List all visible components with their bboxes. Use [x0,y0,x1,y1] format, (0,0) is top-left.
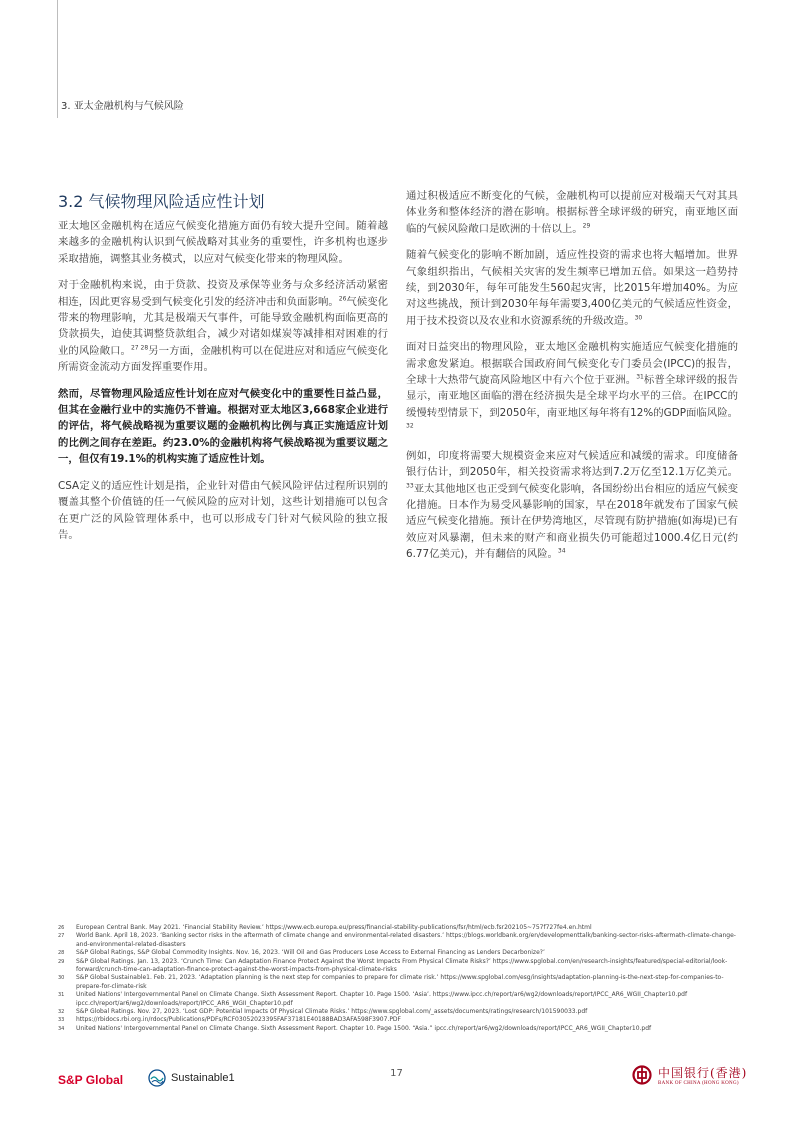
footnote-number: 33 [58,1017,65,1024]
footnote-item [58,1016,744,1024]
right-paragraph-2 [406,247,738,329]
bank-of-china-english-name: BANK OF CHINA (HONG KONG) [658,1081,739,1086]
page-number: 17 [390,1068,403,1079]
footnote-item [58,974,744,991]
footnote-number: 31 [58,992,65,999]
right-paragraph-1-text: 通过积极适应不断变化的气候，金融机构可以提前应对极端天气对其具体业务和整体经济的潜在影响。根据标普全球评级的研究，南亚地区面临的气候风险敞口是欧洲的十倍以上。 [406,190,738,235]
left-paragraph-3-bold: 然而，尽管物理风险适应性计划在应对气候变化中的重要性日益凸显，但其在金融行业中的实施仍不普遍。根据对亚太地区3,668家企业进行的评估，将气候战略视为重要议题的金融机构比例与真正实施适应计划的比例之间存在差距。约23.0%的金融机构将气候战略视为重要议题之一，但仅有19.1%的机构实施了适应性计划。 [58,387,388,466]
footnote-number: 27 [58,933,65,940]
footnote-text[interactable]: European Central Bank. May 2021. ‘Financial Stability Review.’ https://www.ecb.europa.eu/press/financial-stability-publications/fsr/html/ecb.fsr202105~757f727fe4.en.html [76,924,592,931]
footnote-number: 34 [58,1025,65,1032]
footnote-ref-32[interactable]: 32 [406,422,414,430]
left-paragraph-2-part-a: 对于金融机构来说，由于贷款、投资及承保等业务与众多经济活动紧密相连，因此更容易受到气候变化引发的经济冲击和负面影响。 [58,279,388,308]
left-paragraph-2-part-b: 气候变化带来的物理影响，尤其是极端天气事件，可能导致金融机构面临更高的贷款损失，迫使其调整贷款组合，减少对诸如煤炭等减排相对困难的行业的风险敞口。 [58,295,389,357]
right-paragraph-3-part-b: 标普全球评级的报告显示，南亚地区面临的潜在经济损失是全球平均水平的三倍。在IPCC的缓慢转型情景下，到2050年，南亚地区每年将有12%的GDP面临风险。 [406,374,739,419]
footnote-number: 30 [58,975,65,982]
footnote-ref-29[interactable]: 29 [582,222,591,230]
bank-of-china-chinese-name: 中国银行(香港) [658,1066,748,1080]
footnote-item [58,932,744,949]
right-paragraph-4-part-b: 亚太其他地区也正受到气候变化影响，各国纷纷出台相应的适应气候变化措施。日本作为易受风暴影响的国家，早在2018年就发布了国家气候适应气候变化措施。预计在伊势湾地区，尽管现有防护措施(如海堤)已有效应对风暴潮，但未来的财产和商业损失仍可能超过1000.4亿日元(约6.77亿美元)，并有翻倍的风险。 [406,482,738,561]
left-paragraph-2-part-c: 另一方面，金融机构可以在促进应对和适应气候变化所需资金流动方面发挥重要作用。 [58,344,388,374]
footnote-text[interactable]: United Nations' Intergovernmental Panel on Climate Change. Sixth Assessment Report. Chapter 10. Page 1500. ‘Asia’. https://www.ipcc.ch/report/ar6/wg2/downloads/report/IPCC_AR6_WGII_Chapter10.pdf ipcc.ch/report/ar6/wg2/downloads/report/IPCC_AR6_WGII_Chapter10.pdf [76,991,688,1007]
footnote-number: 28 [58,950,65,957]
footnote-text[interactable]: https://rbidocs.rbi.org.in/rdocs/Publications/PDFs/RCF03052023395FAF37181E40188BAD3AFA598F3907.PDF [76,1016,402,1024]
footnote-item [58,924,744,932]
sustainable1-label: Sustainable1 [171,1072,235,1084]
footnote-ref-33[interactable]: 33 [406,482,414,490]
footnote-ref-26[interactable]: 26 [338,295,347,303]
footnote-text[interactable]: United Nations' Intergovernmental Panel on Climate Change. Sixth Assessment Report. Chapter 10. Page 1500. “Asia.” ipcc.ch/report/ar6/wg2/downloads/report/IPCC_AR6_WGII_Chapter10.pdf [76,1024,652,1032]
right-column [406,188,738,573]
right-paragraph-4 [406,448,738,563]
footnote-ref-30[interactable]: 30 [634,314,643,322]
footnote-number: 29 [58,958,65,965]
footnotes [58,924,744,1033]
footnote-ref-31[interactable]: 31 [636,373,644,381]
footnote-text[interactable]: S&P Global Ratings, S&P Global Commodity Insights. Nov. 16, 2023. ‘Will Oil and Gas Producers Lose Access to External Financing as Lenders Decarbonize?’ [76,949,545,957]
footnote-item [58,1025,744,1033]
right-paragraph-3 [406,339,738,437]
footnote-item [58,958,744,975]
right-paragraph-4-part-a: 例如，印度将需要大规模资金来应对气候适应和减缓的需求。印度储备银行估计，到2050年，相关投资需求将达到7.2万亿至12.1万亿美元。 [406,449,738,479]
bank-of-china-text [658,1064,747,1086]
footnote-item [58,949,744,957]
right-paragraph-1 [406,188,738,237]
right-paragraph-3-part-a: 面对日益突出的物理风险，亚太地区金融机构实施适应气候变化措施的需求愈发紧迫。根据联合国政府间气候变化专门委员会(IPCC)的报告，全球十大热带气旋高风险地区中有六个位于亚洲。 [406,341,738,387]
sp-global-logo: S&P Global [58,1073,124,1087]
section-label: 3. 亚太金融机构与气候风险 [61,101,184,112]
footnote-number: 26 [58,925,65,931]
section-title: 3.2 气候物理风险适应性计划 [58,192,265,211]
bank-of-china-hk-logo [632,1064,747,1086]
footnote-ref-34[interactable]: 34 [557,547,566,555]
left-paragraph-2 [58,277,388,375]
footnote-item [58,1008,744,1016]
right-paragraph-2-text: 随着气候变化的影响不断加剧，适应性投资的需求也将大幅增加。世界气象组织指出，气候相关灾害的发生频率已增加五倍。如果这一趋势持续，到2030年，每年可能发生560起灾害，比2015年增加40%。为应对这些挑战，预计到2030年每年需要3,400亿美元的气候适应性资金，用于技术投资以及农业和水资源系统的升级改造。 [406,249,738,327]
footnote-text[interactable]: S&P Global Sustainable1. Feb. 21, 2023. ‘Adaptation planning is the next step for companies to prepare for climate risk.’ https://www.spglobal.com/esg/insights/adaptation-planning-is-the-next-step-for-companies-to-prepare-for-climate-risk [76,974,724,990]
left-paragraph-4: CSA定义的适应性计划是指，企业针对借由气候风险评估过程所识别的覆盖其整个价值链的任一气候风险的应对计划，这些计划措施可以包含在更广泛的风险管理体系中，也可以形成专门针对气候风险的独立报告。 [58,479,388,541]
header-divider-line [57,0,58,118]
footnote-text[interactable]: World Bank. April 18, 2023. ‘Banking sector risks in the aftermath of climate change and environmental-related disasters.’ https://blogs.worldbank.org/en/developmenttalk/banking-sector-risks-aftermath-climate-change-and-environmental-related-disasters [76,932,736,948]
footnote-ref-27-28[interactable]: 27 28 [130,344,149,352]
footnote-text[interactable]: S&P Global Ratings. Jan. 13, 2023. ‘Crunch Time: Can Adaptation Finance Protect Against the Worst Impacts From Physical Climate Risks?’ https://www.spglobal.com/en/research-insights/featured/special-editorial/look-forward/crunch-time-can-adaptation-finance-protect-against-the-worst-impacts-from-physical-climate-risks [76,957,728,974]
bank-of-china-emblem-icon [632,1065,652,1085]
left-column [58,218,388,553]
footnote-text[interactable]: S&P Global Ratings. Nov. 27, 2023. ‘Lost GDP: Potential Impacts Of Physical Climate Risks.’ https://www.spglobal.com/_assets/documents/ratings/research/101590033.pdf [76,1008,588,1016]
left-paragraph-1: 亚太地区金融机构在适应气候变化措施方面仍有较大提升空间。随着越来越多的金融机构认识到气候战略对其业务的重要性，许多机构也逐步采取措施，调整其业务模式，以应对气候变化带来的物理风险。 [58,220,388,265]
footnote-item [58,991,744,1008]
footnote-number: 32 [58,1009,65,1016]
